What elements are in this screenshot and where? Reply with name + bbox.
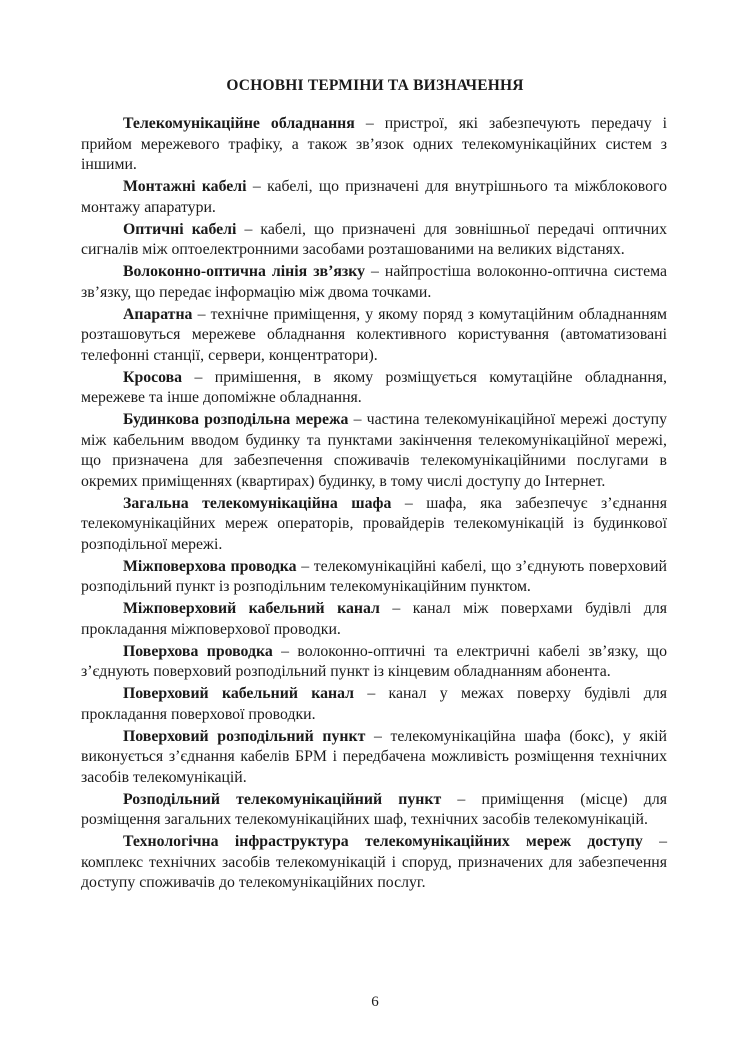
term-name: Міжповерховий кабельний канал: [123, 600, 380, 617]
term-entry: [81, 177, 667, 218]
term-entry: [81, 114, 667, 176]
term-definition: – шафа, яка забезпечує з’єднання телекомунікаційних мереж операторів, провайдерів телекомунікацій із будинкової розподільної мережі.: [81, 494, 667, 553]
term-definition: – найпростіша волоконно-оптична система зв’язку, що передає інформацію між двома точками.: [81, 263, 667, 301]
term-entry: [81, 494, 667, 556]
term-definition: – кабелі, що призначені для внутрішнього та міжблокового монтажу апаратури.: [81, 178, 667, 216]
term-name: Міжповерхова проводка: [123, 557, 297, 575]
term-definition: – телекомунікаційна шафа (бокс), у якій виконується з’єднання кабелів БРМ і передбачена можливість розміщення технічних засобів телекомунікацій.: [81, 727, 667, 786]
terms-list: [81, 114, 667, 895]
term-name: Монтажні кабелі: [123, 178, 247, 195]
term-entry: [81, 642, 667, 683]
term-name: Волоконно-оптична лінія зв’язку: [123, 263, 365, 280]
term-definition: – канал у межах поверху будівлі для прокладання поверхової проводки.: [81, 685, 667, 723]
term-name: Розподільний телекомунікаційний пункт: [123, 790, 442, 808]
term-entry: [81, 368, 667, 409]
term-entry: [81, 262, 667, 303]
term-entry: [81, 599, 667, 640]
term-name: Апаратна: [123, 305, 193, 323]
term-definition: – частина телекомунікаційної мережі доступу між кабельним вводом будинку та пунктами закінчення телекомунікаційної мережі, що призначена для забезпечення споживачів телекомунікаційними послугами в окремих приміщеннях (квартирах) будинку, в тому числі доступу до Інтернет.: [81, 411, 667, 490]
page-title: ОСНОВНІ ТЕРМІНИ ТА ВИЗНАЧЕННЯ: [226, 77, 524, 94]
term-entry: [81, 790, 667, 831]
term-name: Будинкова розподільна мережа: [123, 411, 349, 428]
term-entry: [81, 727, 667, 789]
term-entry: [81, 832, 667, 894]
term-entry: [81, 305, 667, 367]
term-entry: [81, 410, 667, 492]
term-definition: – кабелі, що призначені для зовнішньої передачі оптичних сигналів між оптоелектронними засобами розташованими на великих відстанях.: [81, 220, 667, 258]
term-name: Поверховий кабельний канал: [123, 685, 355, 702]
term-entry: [81, 684, 667, 725]
term-entry: [81, 220, 667, 261]
term-name: Кросова: [123, 368, 183, 386]
term-name: Оптичні кабелі: [123, 220, 237, 238]
term-definition: – телекомунікаційні кабелі, що з’єднують поверховий розподільний пункт із розподільним телекомунікаційним пунктом.: [81, 557, 667, 595]
term-name: Технологічна інфраструктура телекомунікаційних мереж доступу: [123, 833, 643, 850]
term-entry: [81, 557, 667, 598]
page-number: 6: [371, 994, 379, 1010]
term-name: Поверхова проводка: [123, 642, 273, 660]
term-definition: – комплекс технічних засобів телекомунікацій і споруд, призначених для забезпечення доступу споживачів до телекомунікаційних послуг.: [81, 833, 667, 891]
term-definition: – канал між поверхами будівлі для прокладання міжповерхової проводки.: [81, 600, 667, 638]
term-definition: – приміщення (місце) для розміщення загальних телекомунікаційних шаф, технічних засобів телекомунікацій.: [81, 790, 667, 828]
term-definition: – технічне приміщення, у якому поряд з комутаційним обладнанням розташовуться мережеве обладнання колективного користування (автоматизовані телефонні станції, сервери, концентратори).: [81, 305, 667, 364]
term-name: Поверховий розподільний пункт: [123, 727, 366, 745]
term-definition: – пристрої, які забезпечують передачу і прийом мережевого трафіку, а також зв’язок одних телекомунікаційних систем з іншими.: [81, 115, 667, 173]
term-definition: – примішення, в якому розміщується комутаційне обладнання, мережеве та інше допоміжне обладнання.: [81, 368, 667, 406]
term-name: Телекомунікаційне обладнання: [123, 115, 355, 132]
term-definition: – волоконно-оптичні та електричні кабелі зв’язку, що з’єднують поверховий розподільний пункт із кінцевим обладнанням абонента.: [81, 642, 667, 680]
term-name: Загальна телекомунікаційна шафа: [123, 494, 392, 512]
